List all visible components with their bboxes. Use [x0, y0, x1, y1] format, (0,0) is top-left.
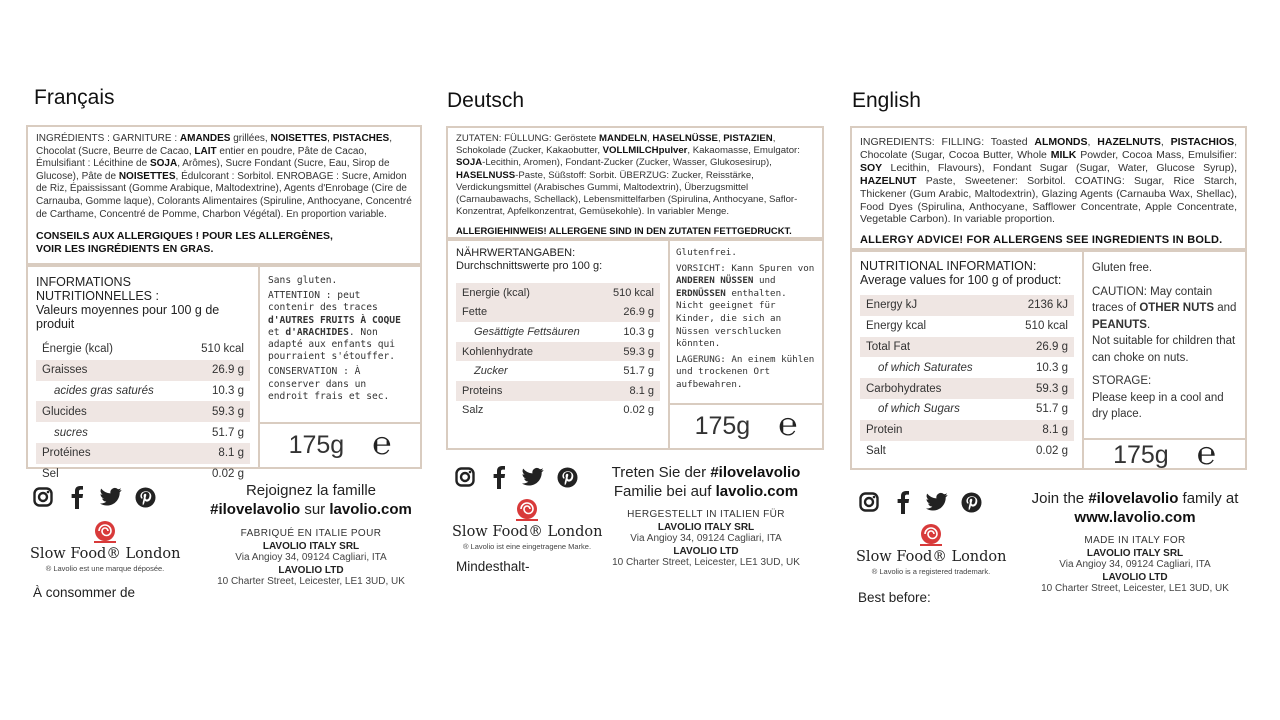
nutrient-label: Graisses [42, 364, 88, 377]
nutrient-value: 0.02 g [1036, 444, 1068, 457]
nutrition-row [456, 303, 660, 323]
nutrition-box [26, 265, 422, 481]
nutrition-row [36, 443, 250, 464]
language-title: English [852, 89, 921, 112]
hashtag[interactable]: #ilovelavolio [710, 464, 801, 481]
nutrition-row [36, 360, 250, 381]
nutrition-title: NUTRITIONAL INFORMATION: [860, 259, 1037, 273]
nutrient-value: 510 kcal [201, 343, 244, 356]
label-column-en [850, 0, 1248, 720]
join-family-text: Join the #ilovelavolio family at www.lavolio.com [1031, 490, 1239, 526]
nutrition-subtitle: Average values for 100 g of product: [860, 273, 1062, 287]
pinterest-icon[interactable] [556, 466, 578, 488]
address-italy: Via Angioy 34, 09124 Cagliari, ITA [1059, 559, 1211, 570]
nutrient-label: Protein [866, 424, 903, 437]
estimated-sign-icon: ℮ [1196, 433, 1216, 472]
nutrient-label: Salt [866, 444, 886, 457]
nutrient-label: Energy kcal [866, 320, 927, 333]
nutrition-row [860, 420, 1074, 441]
nutrient-label: Carbohydrates [866, 382, 942, 395]
nutrition-table [852, 252, 1084, 468]
nutrient-label: Énergie (kcal) [42, 343, 113, 356]
nutrition-subtitle: Durchschnittswerte pro 100 g: [456, 260, 603, 272]
address-uk: 10 Charter Street, Leicester, LE1 3UD, UK [217, 576, 405, 587]
social-icons [454, 466, 578, 488]
nutrient-value: 51.7 g [1036, 403, 1068, 416]
nutrient-label: of which Saturates [878, 361, 973, 374]
nutrition-row [456, 283, 660, 303]
made-in-text: MADE IN ITALY FOR [1084, 535, 1186, 546]
nutrient-value: 2136 kJ [1027, 299, 1068, 312]
nutrient-label: Energie (kcal) [462, 286, 530, 299]
company-italy: LAVOLIO ITALY SRL [262, 541, 360, 552]
website-link[interactable]: lavolio.com [715, 483, 799, 500]
hashtag[interactable]: #ilovelavolio [1088, 490, 1179, 507]
facebook-icon[interactable] [488, 466, 510, 488]
nutrient-label: Gesättigte Fettsäuren [474, 325, 580, 338]
trademark-note: ® Lavolio ist eine eingetragene Marke. [462, 542, 592, 551]
nutrition-row [860, 295, 1074, 316]
made-in-text: FABRIQUÉ EN ITALIE POUR [240, 528, 382, 539]
nutrition-row [456, 342, 660, 362]
twitter-icon[interactable] [522, 466, 544, 488]
snail-logo-icon [514, 498, 540, 522]
nutrient-label: Sel [42, 468, 59, 481]
nutrition-row [456, 401, 660, 421]
weight-box [260, 422, 420, 467]
allergy-advice: ALLERGY ADVICE! FOR ALLERGENS SEE INGREDIENTS IN BOLD. [860, 234, 1223, 247]
nutrition-row [36, 339, 250, 360]
manufacturer-info [1010, 489, 1260, 594]
language-title: Deutsch [447, 89, 525, 112]
ingredients-text: INGREDIENTS: FILLING: Toasted ALMONDS, HAZELNUTS, PISTACHIOS, Chocolate (Sugar, Cocoa Butter, Whole MILK Powder, Cocoa Mass, Emulsifier: SOY Lecithin, Flavours), Fondant Sugar (Sugar, Water, Glucose Syrup), HAZELNUT Paste, Sweetener: Sorbitol. COATING: Sugar, Rice Starch, Thickener (Gum Arabic, Maltodextrin), Glazing Agents (Carnauba Wax, Shellac), Food Dyes (Spirulina, Anthocyane, Safflower Concentrate, Apple Concentrate, Vegetable Carbon). In variable proportion. [860, 136, 1237, 226]
nutrient-value: 26.9 g [623, 306, 654, 319]
nutrient-label: acides gras saturés [54, 384, 154, 397]
label-column-fr [26, 0, 426, 720]
address-uk: 10 Charter Street, Leicester, LE1 3UD, UK [1041, 583, 1229, 594]
company-uk: LAVOLIO LTD [673, 546, 739, 557]
weight-box [1084, 433, 1245, 472]
language-title: Français [34, 86, 115, 109]
nutrient-label: Protéines [42, 447, 91, 460]
nutrition-row [456, 361, 660, 381]
nutrition-row [860, 441, 1074, 462]
estimated-sign-icon: ℮ [778, 404, 798, 443]
nutrition-row [36, 381, 250, 402]
nutrient-value: 0.02 g [212, 468, 244, 481]
nutrient-label: of which Sugars [878, 403, 960, 416]
slow-food-name: Slow Food® London [856, 549, 1007, 565]
website-link[interactable]: www.lavolio.com [1074, 509, 1196, 526]
weight-box [670, 403, 822, 448]
website-link[interactable]: lavolio.com [329, 501, 412, 518]
net-weight: 175g [1113, 441, 1169, 469]
pinterest-icon[interactable] [134, 486, 156, 508]
hashtag[interactable]: #ilovelavolio [210, 501, 301, 518]
made-in-text: HERGESTELLT IN ITALIEN FÜR [627, 509, 785, 520]
nutrition-box [446, 239, 824, 450]
slow-food-name: Slow Food® London [452, 524, 603, 540]
facebook-icon[interactable] [66, 486, 88, 508]
nutrient-label: sucres [54, 426, 88, 439]
slow-food-logo [30, 520, 180, 573]
nutrition-table [448, 241, 670, 448]
nutrient-label: Fette [462, 306, 488, 319]
nutrition-box [850, 250, 1247, 470]
company-uk: LAVOLIO LTD [1102, 572, 1168, 583]
nutrient-label: Energy kJ [866, 299, 918, 312]
nutrition-row [860, 337, 1074, 358]
nutrition-row [456, 381, 660, 401]
best-before-label: À consommer de [33, 585, 136, 600]
allergen-notes: Glutenfrei. VORSICHT: Kann Spuren von ANDEREN NÜSSEN und ERDNÜSSEN enthalten. Nicht geeignet für Kinder, die sich an Nüssen verschlucken könnten. LAGERUNG: An einem kühlen und trockenen Ort aufbewahren. [676, 247, 815, 390]
allergen-notes: Gluten free. CAUTION: May contain traces of OTHER NUTS and PEANUTS. Not suitable for children that can choke on nuts. STORAGE: Please keep in a cool and dry place. [1092, 262, 1237, 420]
address-italy: Via Angioy 34, 09124 Cagliari, ITA [235, 552, 387, 563]
twitter-icon[interactable] [100, 486, 122, 508]
best-before-label: Best before: [858, 590, 931, 605]
nutrition-title: INFORMATIONS NUTRITIONNELLES : [36, 275, 159, 303]
nutrition-row [860, 399, 1074, 420]
ingredients-text: INGRÉDIENTS : GARNITURE : AMANDES grillées, NOISETTES, PISTACHES, Chocolat (Sucre, Beurre de Cacao, LAIT entier en poudre, Pâte de Cacao, Émulsifiant : Lécithine de SOJA, Arômes), Sucre Fondant (Sucre, Eau, Sirop de Glucose), Pâte de NOISETTES, Édulcorant : Sorbitol. ENROBAGE : Sucre, Amidon de Riz, Épaississant (Gomme Arabique, Maltodextrine), Agents d'Enrobage (Cire de Carnauba, Gomme laque), Colorants Alimentaires (Spiruline, Anthocyane, Concentré de Carthame, Concentré de Pomme, Charbon Végétal). En proportion variable. [36, 133, 412, 220]
nutrition-row [860, 357, 1074, 378]
nutrient-value: 51.7 g [212, 426, 244, 439]
instagram-icon[interactable] [454, 466, 476, 488]
allergy-advice: CONSEILS AUX ALLERGIQUES ! POUR LES ALLERGÈNES, VOIR LES INGRÉDIENTS EN GRAS. [36, 230, 333, 256]
best-before-label: Mindesthalt- [456, 559, 530, 574]
nutrient-value: 8.1 g [1042, 424, 1068, 437]
nutrient-value: 10.3 g [212, 384, 244, 397]
nutrient-value: 10.3 g [623, 325, 654, 338]
company-italy: LAVOLIO ITALY SRL [657, 522, 755, 533]
estimated-sign-icon: ℮ [372, 423, 392, 462]
allergen-notes: Sans gluten. ATTENTION : peut contenir des traces d'AUTRES FRUITS À COQUE et d'ARACHIDES. Non adapté aux enfants qui pourraient s'étouffer. CONSERVATION : À conserver dans un endroit frais et sec. [268, 275, 401, 402]
ingredients-box [26, 125, 422, 265]
snail-logo-icon [918, 523, 944, 547]
social-icons [32, 486, 156, 508]
nutrient-value: 51.7 g [623, 365, 654, 378]
nutrient-value: 59.3 g [212, 405, 244, 418]
ingredients-text: ZUTATEN: FÜLLUNG: Geröstete MANDELN, HASELNÜSSE, PISTAZIEN, Schokolade (Zucker, Kakaobutter, VOLLMILCHpulver, Kakaomasse, Emulgator: SOJA-Lecithin, Aromen), Fondant-Zucker (Zucker, Wasser, Glukosesirup), HASELNUSS-Paste, Süßstoff: Sorbit. ÜBERZUG: Zucker, Reisstärke, Verdickungsmittel (Arabisches Gummi, Maltodextrin), Überzugsmittel (Carnaubawachs, Schellack), Lebensmittelfarben (Spirulina, Anthocyane, Saflor-Konzentrat, Apfelkonzentrat, Gemüsekohle). In variabler Menge. [456, 133, 800, 218]
trademark-note: ® Lavolio is a registered trademark. [871, 567, 991, 576]
nutrient-value: 8.1 g [629, 384, 654, 397]
instagram-icon[interactable] [858, 491, 880, 513]
nutrition-row [36, 422, 250, 443]
nutrition-table [28, 267, 260, 481]
company-uk: LAVOLIO LTD [278, 565, 344, 576]
nutrient-value: 10.3 g [1036, 361, 1068, 374]
manufacturer-info [596, 463, 816, 568]
net-weight: 175g [694, 412, 751, 440]
nutrient-value: 59.3 g [623, 345, 654, 358]
nutrition-title: NÄHRWERTANGABEN: [456, 247, 576, 259]
twitter-icon[interactable] [926, 491, 948, 513]
company-italy: LAVOLIO ITALY SRL [1086, 548, 1184, 559]
join-family-text: Rejoignez la famille #ilovelavolio sur lavolio.com [210, 482, 412, 518]
nutrient-value: 0.02 g [623, 404, 654, 417]
nutrition-row [860, 378, 1074, 399]
manufacturer-info [186, 481, 436, 587]
nutrient-label: Total Fat [866, 340, 911, 353]
nutrient-label: Salz [462, 404, 484, 417]
pinterest-icon[interactable] [960, 491, 982, 513]
net-weight: 175g [288, 431, 345, 459]
instagram-icon[interactable] [32, 486, 54, 508]
ingredients-box [850, 126, 1247, 250]
nutrient-value: 26.9 g [212, 364, 244, 377]
snail-logo-icon [92, 520, 118, 544]
trademark-note: ® Lavolio est une marque déposée. [45, 564, 165, 573]
facebook-icon[interactable] [892, 491, 914, 513]
address-italy: Via Angioy 34, 09124 Cagliari, ITA [630, 533, 782, 544]
nutrition-row [860, 316, 1074, 337]
join-family-text: Treten Sie der #ilovelavolio Familie bei auf lavolio.com [611, 464, 801, 500]
allergy-advice: ALLERGIEHINWEIS! ALLERGENE SIND IN DEN ZUTATEN FETTGEDRUCKT. [456, 225, 792, 237]
nutrient-label: Proteins [462, 384, 503, 397]
nutrition-subtitle: Valeurs moyennes pour 100 g de produit [36, 303, 220, 331]
ingredients-box [446, 126, 824, 239]
slow-food-name: Slow Food® London [30, 546, 181, 562]
address-uk: 10 Charter Street, Leicester, LE1 3UD, UK [612, 557, 800, 568]
nutrition-row [36, 401, 250, 422]
slow-food-logo [452, 498, 602, 551]
nutrient-label: Glucides [42, 405, 87, 418]
nutrient-value: 510 kcal [613, 286, 654, 299]
nutrient-value: 26.9 g [1036, 340, 1068, 353]
nutrient-value: 8.1 g [218, 447, 244, 460]
nutrition-row [456, 322, 660, 342]
nutrient-value: 510 kcal [1025, 320, 1068, 333]
social-icons [858, 491, 982, 513]
nutrient-value: 59.3 g [1036, 382, 1068, 395]
slow-food-logo [856, 523, 1006, 576]
nutrient-label: Zucker [474, 365, 508, 378]
label-column-de [446, 0, 826, 720]
nutrient-label: Kohlenhydrate [462, 345, 533, 358]
